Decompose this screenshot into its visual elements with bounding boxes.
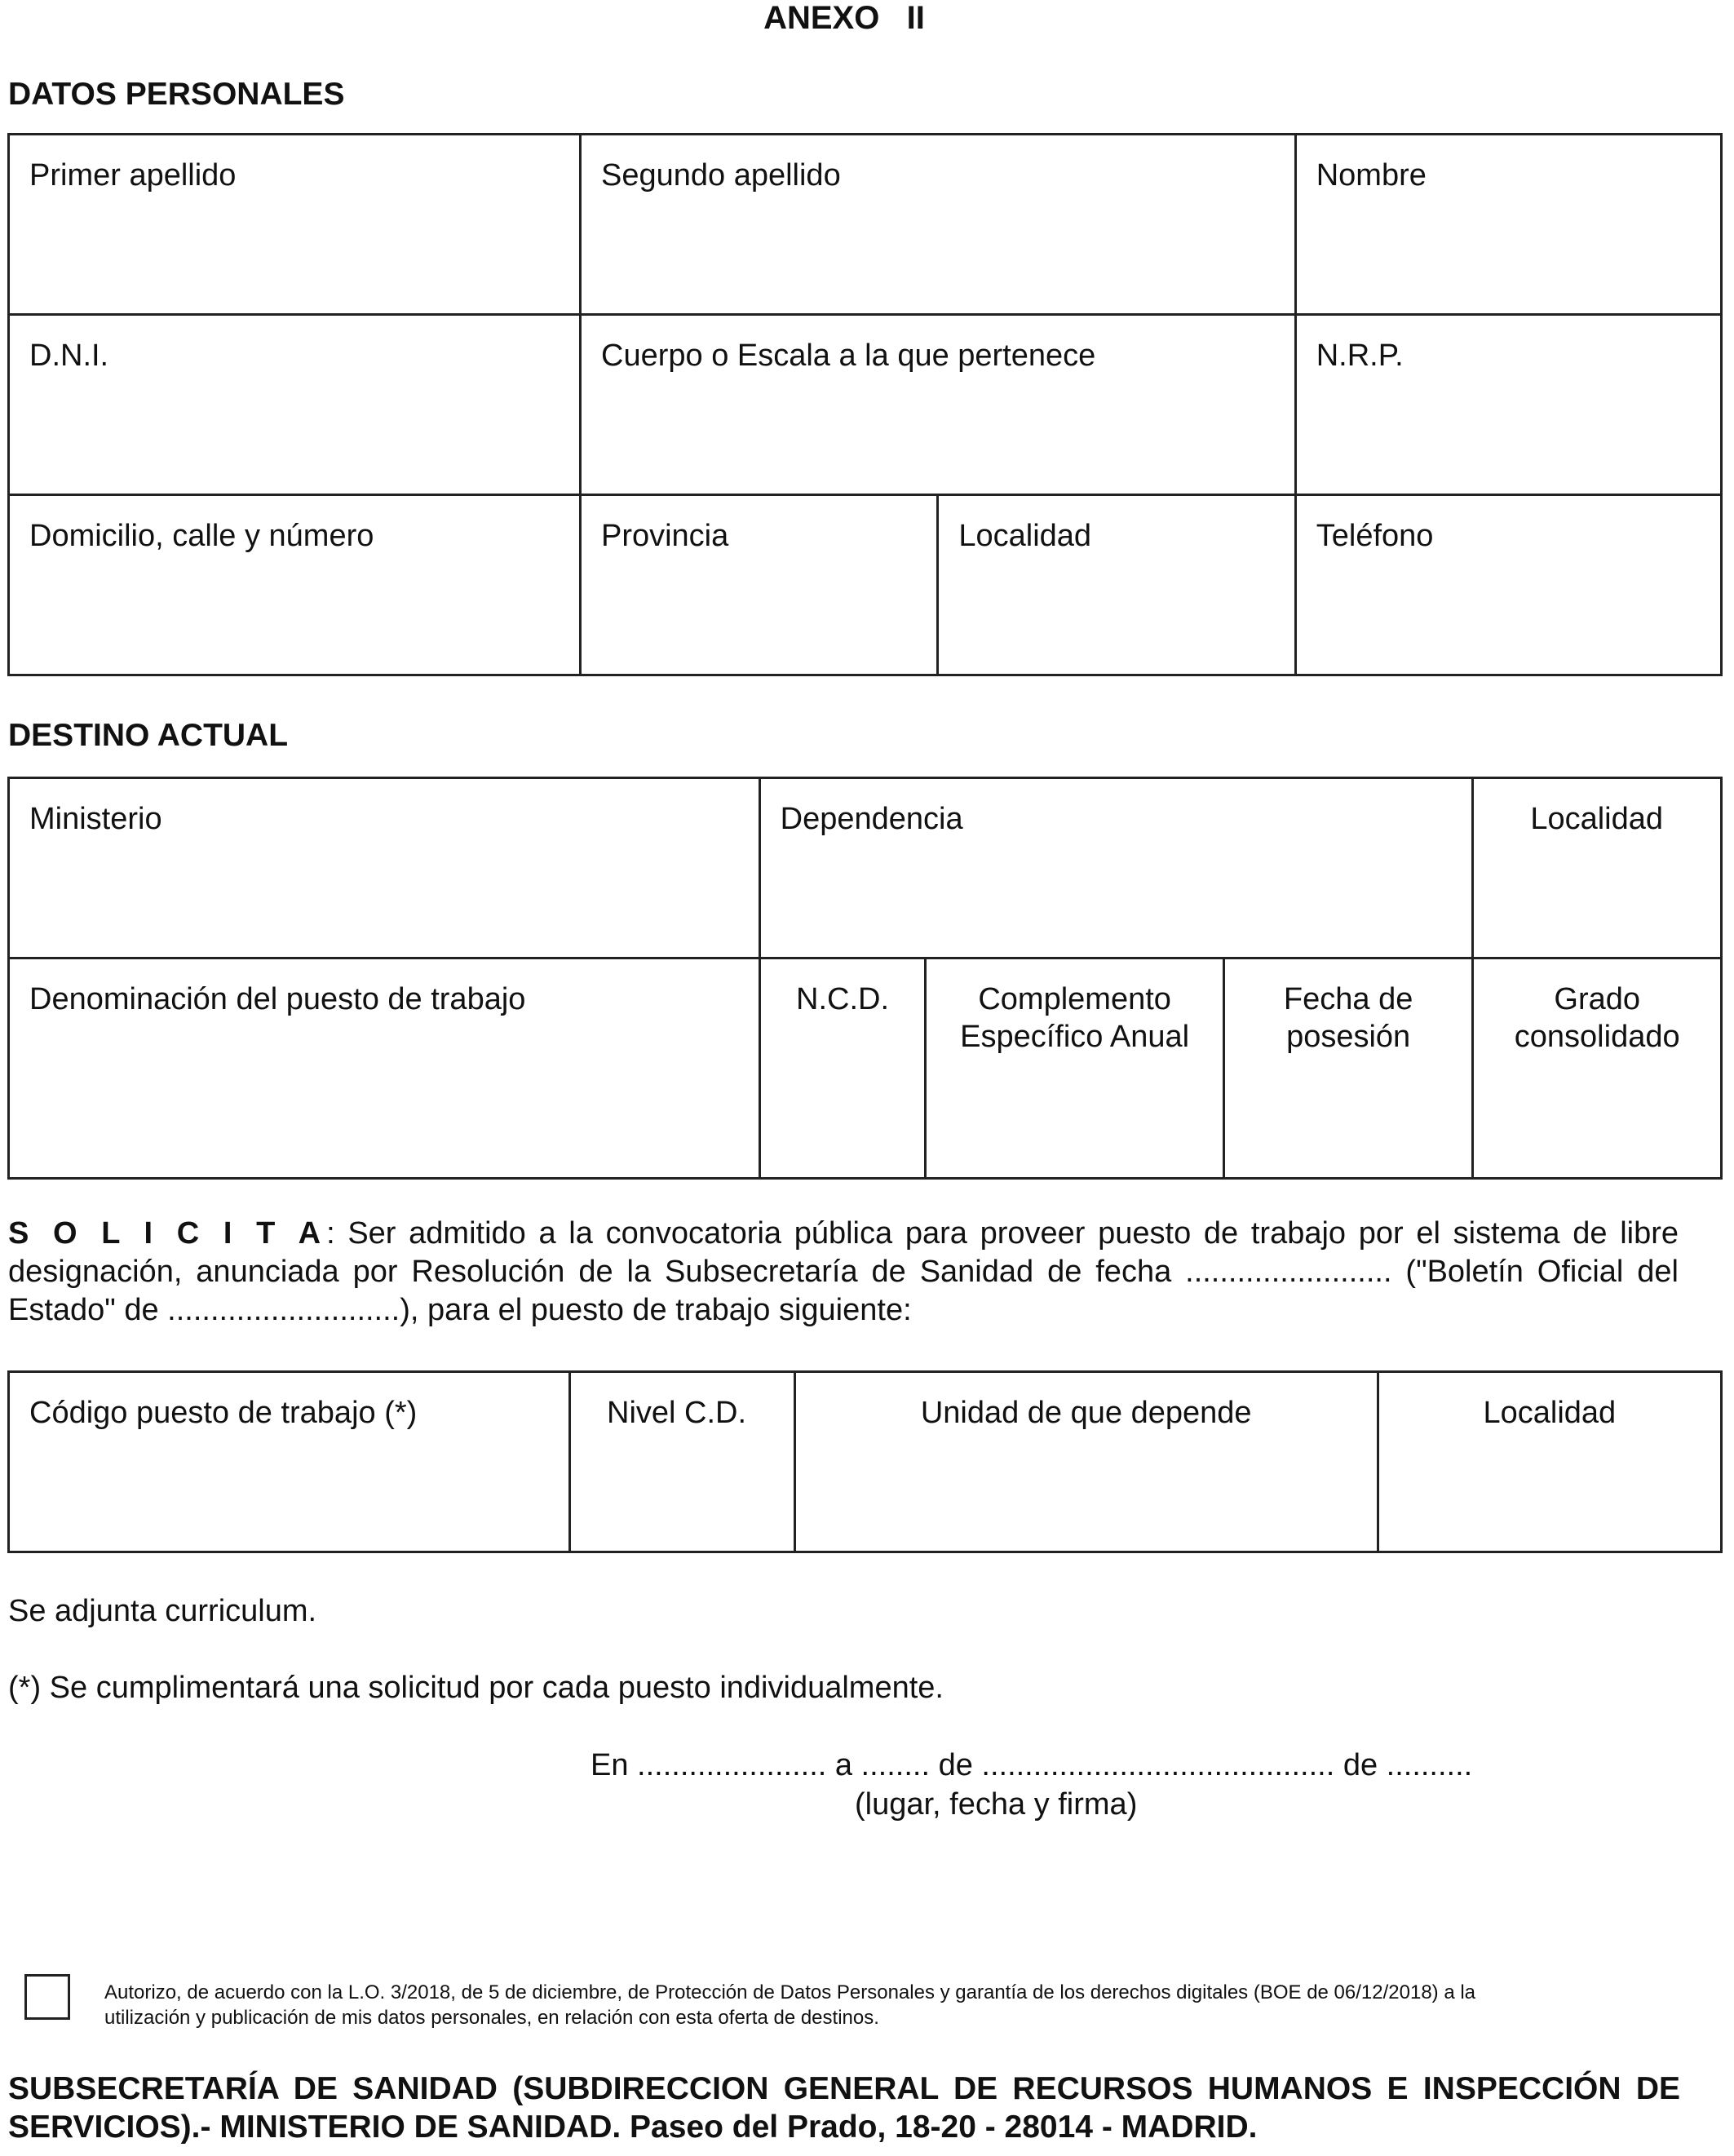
field-cuerpo-escala[interactable]: Cuerpo o Escala a la que pertenece	[582, 316, 1297, 494]
personal-data-heading: DATOS PERSONALES	[8, 77, 345, 112]
request-text: : Ser admitido a la convocatoria pública para proveer puesto de trabajo por el sistema de libre designación, anunciada por Resolución de la Subsecretaría de Sanidad de fecha ........................ ("Boletín Oficial del Estado" de ...........................), para el puesto de trabajo siguiente:	[8, 1216, 1679, 1327]
current-post-heading: DESTINO ACTUAL	[8, 718, 289, 753]
field-unidad-depende[interactable]: Unidad de que depende	[796, 1373, 1379, 1551]
destino-row-2	[10, 959, 1723, 1180]
consent-checkbox[interactable]	[24, 1974, 70, 2020]
field-segundo-apellido[interactable]: Segundo apellido	[582, 135, 1297, 313]
current-post-table	[7, 777, 1723, 1180]
field-grado-consolidado[interactable]: Grado consolidado	[1474, 959, 1723, 1177]
request-paragraph	[8, 1215, 1679, 1330]
personal-row-2	[10, 316, 1723, 496]
puesto-row	[10, 1373, 1723, 1553]
field-destino-localidad[interactable]: Localidad	[1474, 779, 1723, 957]
personal-row-3	[10, 496, 1723, 676]
field-primer-apellido[interactable]: Primer apellido	[10, 135, 582, 313]
footer-address: SUBSECRETARÍA DE SANIDAD (SUBDIRECCION GENERAL DE RECURSOS HUMANOS E INSPECCIÓN DE SERVICIOS).- MINISTERIO DE SANIDAD. Paseo del Prado, 18-20 - 28014 - MADRID.	[8, 2071, 1680, 2145]
field-dependencia[interactable]: Dependencia	[761, 779, 1475, 957]
curriculum-note: Se adjunta curriculum.	[8, 1594, 317, 1628]
field-codigo-puesto[interactable]: Código puesto de trabajo (*)	[10, 1373, 571, 1551]
destino-row-1	[10, 779, 1723, 959]
field-dni[interactable]: D.N.I.	[10, 316, 582, 494]
field-telefono[interactable]: Teléfono	[1297, 496, 1723, 674]
personal-row-1	[10, 135, 1723, 316]
field-nrp[interactable]: N.R.P.	[1297, 316, 1723, 494]
personal-data-table	[7, 133, 1723, 676]
signature-line[interactable]: En ...................... a ........ de ......................................... de ..........	[591, 1748, 1473, 1782]
field-nivel-cd[interactable]: Nivel C.D.	[571, 1373, 796, 1551]
field-complemento-especifico[interactable]: Complemento Específico Anual	[927, 959, 1224, 1177]
field-localidad[interactable]: Localidad	[939, 496, 1296, 674]
annex-title: ANEXO II	[763, 0, 925, 36]
field-denominacion-puesto[interactable]: Denominación del puesto de trabajo	[10, 959, 761, 1177]
field-puesto-localidad[interactable]: Localidad	[1379, 1373, 1723, 1551]
field-ministerio[interactable]: Ministerio	[10, 779, 761, 957]
requested-post-table	[7, 1370, 1723, 1553]
field-nombre[interactable]: Nombre	[1297, 135, 1723, 313]
field-ncd[interactable]: N.C.D.	[761, 959, 927, 1177]
signature-caption: (lugar, fecha y firma)	[855, 1787, 1138, 1822]
field-provincia[interactable]: Provincia	[582, 496, 939, 674]
field-fecha-posesion[interactable]: Fecha de posesión	[1225, 959, 1475, 1177]
consent-text: Autorizo, de acuerdo con la L.O. 3/2018, de 5 de diciembre, de Protección de Datos Personales y garantía de los derechos digitales (BOE de 06/12/2018) a la utilización y publicación de mis datos personales, en relación con esta oferta de destinos.	[104, 1981, 1476, 2029]
field-domicilio[interactable]: Domicilio, calle y número	[10, 496, 582, 674]
request-label: S O L I C I T A	[8, 1216, 327, 1251]
asterisk-note: (*) Se cumplimentará una solicitud por cada puesto individualmente.	[8, 1671, 944, 1705]
